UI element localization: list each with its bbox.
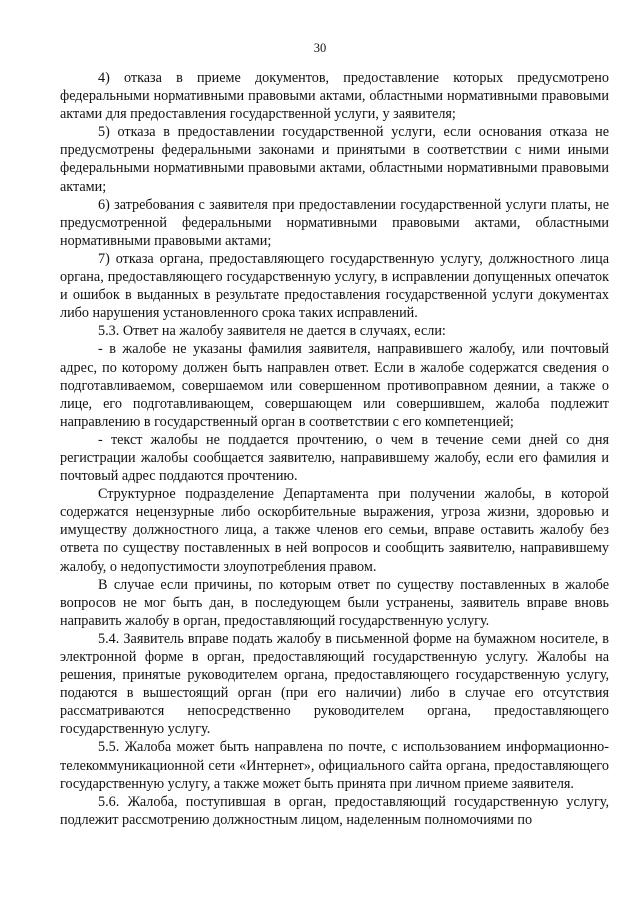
paragraph-no-name-or-address: - в жалобе не указаны фамилия заявителя, направившего жалобу, или почтовый адрес, по которому должен быть направлен ответ. Если в жалобе содержатся сведения о подготавливаемом, совершаемом или совершенном противоправном деянии, а также о лице, его подготавливающем, совершающем или совершившем, жалоба подлежит направлению в государственный орган в соответствии с его компетенцией; bbox=[60, 341, 609, 430]
paragraph-5-6: 5.6. Жалоба, поступившая в орган, предоставляющий государственную услугу, подлежит рассмотрению должностным лицом, наделенным полномочиями по bbox=[60, 793, 609, 828]
paragraph-item-4: 4) отказа в приеме документов, предоставление которых предусмотрено федеральными нормативными правовыми актами, областными нормативными правовыми актами для предоставления государственной услуги, у заявителя; bbox=[60, 70, 609, 123]
paragraph-5-5: 5.5. Жалоба может быть направлена по почте, с использованием информационно-телекоммуникационной сети «Интернет», официального сайта органа, предоставляющего государственную услугу, а также может быть принята при личном приеме заявителя. bbox=[60, 739, 609, 792]
paragraph-item-5: 5) отказа в предоставлении государственной услуги, если основания отказа не предусмотрены федеральными законами и принятыми в соответствии с ними иными федеральными нормативными правовыми актами, областными нормативными правовыми актами; bbox=[60, 124, 609, 195]
paragraph-unreadable-text: - текст жалобы не поддается прочтению, о чем в течение семи дней со дня регистрации жалобы сообщается заявителю, направившему жалобу, если его фамилия и почтовый адрес поддаются прочтению. bbox=[60, 431, 609, 485]
page-number: 30 bbox=[313, 41, 327, 55]
document-body bbox=[60, 69, 609, 829]
paragraph-5-3-heading: 5.3. Ответ на жалобу заявителя не дается в случаях, если: bbox=[98, 323, 446, 340]
paragraph-offensive-content: Структурное подразделение Департамента при получении жалобы, в которой содержатся нецензурные либо оскорбительные выражения, угроза жизни, здоровью и имуществу должностного лица, а также членов его семьи, вправе оставить жалобу без ответа по существу поставленных в ней вопросов и сообщить заявителю, направившему жалобу, о недопустимости злоупотребления правом. bbox=[60, 486, 609, 575]
paragraph-5-4: 5.4. Заявитель вправе подать жалобу в письменной форме на бумажном носителе, в электронной форме в орган, предоставляющий государственную услугу. Жалобы на решения, принятые руководителем органа, предоставляющего государственную услугу, подаются в вышестоящий орган (при его наличии) либо в случае его отсутствия рассматриваются непосредственно руководителем органа, предоставляющего государственную услугу. bbox=[60, 630, 609, 738]
paragraph-item-6: 6) затребования с заявителя при предоставлении государственной услуги платы, не предусмотренной федеральными нормативными правовыми актами, областными нормативными правовыми актами; bbox=[60, 196, 609, 249]
paragraph-item-7: 7) отказа органа, предоставляющего государственную услугу, должностного лица органа, предоставляющего государственную услугу, в исправлении допущенных опечаток и ошибок в выданных в результате предоставления государственной услуги документах либо нарушения установленного срока таких исправлений. bbox=[60, 250, 609, 322]
paragraph-reasons-eliminated: В случае если причины, по которым ответ по существу поставленных в жалобе вопросов не мог быть дан, в последующем были устранены, заявитель вправе вновь направить жалобу в орган, предоставляющий государственную услугу. bbox=[60, 576, 609, 629]
